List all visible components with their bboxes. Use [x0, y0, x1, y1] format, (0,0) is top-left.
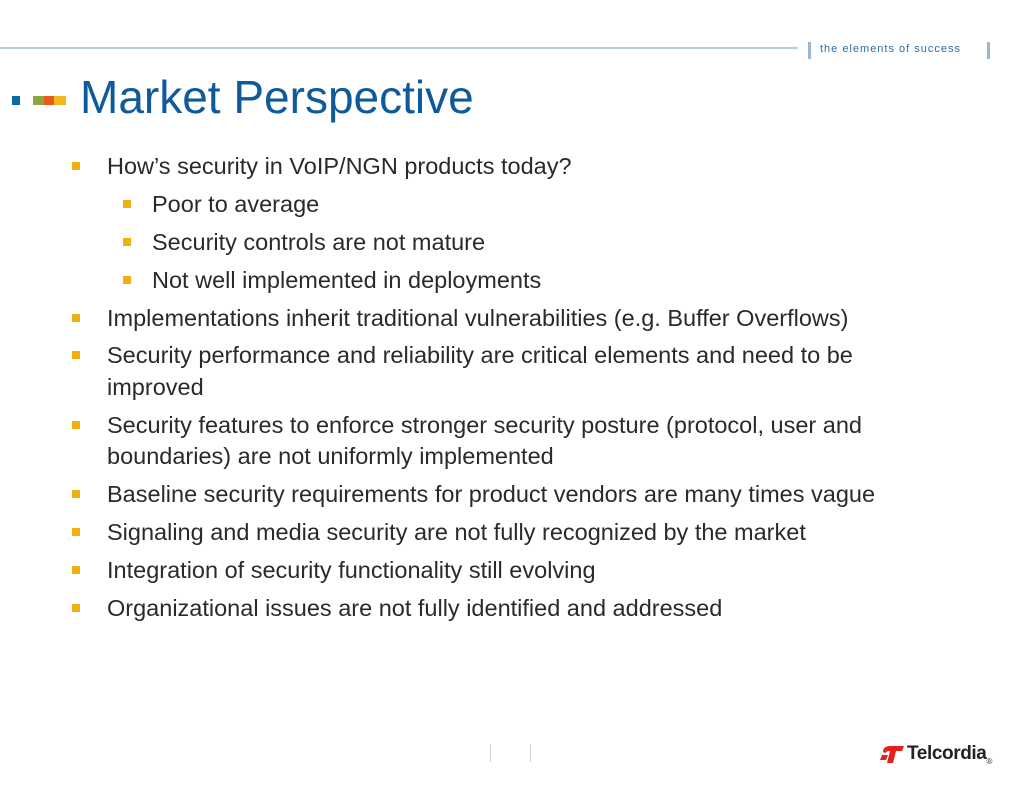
sub-bullet-text: Poor to average — [152, 190, 320, 217]
bullet-text: How’s security in VoIP/NGN products today? — [107, 153, 572, 179]
top-rule — [0, 47, 798, 49]
bullet-text: Security features to enforce stronger security posture (protocol, user and boundaries) are not uniformly implemented — [107, 411, 862, 470]
footer-divider — [490, 744, 491, 762]
footer-divider — [530, 744, 531, 762]
tagline-left-bar — [808, 42, 811, 59]
bullet-text: Organizational issues are not fully identified and addressed — [107, 594, 723, 621]
bullet-item — [68, 593, 918, 625]
bullet-square-icon — [72, 604, 80, 612]
bullet-square-icon — [72, 162, 80, 170]
bullet-text: Signaling and media security are not fully recognized by the market — [107, 519, 806, 546]
sub-bullet-text: Not well implemented in deployments — [152, 266, 542, 293]
bullet-text: Integration of security functionality still evolving — [107, 557, 596, 584]
logo-wordmark: Telcordia — [907, 743, 987, 764]
bullet-text: Implementations inherit traditional vulnerabilities (e.g. Buffer Overflows) — [107, 304, 849, 331]
telcordia-logo-icon — [880, 743, 906, 767]
bullet-item — [68, 479, 918, 511]
bullet-item — [68, 340, 918, 403]
yellow-square-icon — [54, 96, 66, 105]
tagline-right-bar — [987, 42, 990, 59]
bullet-square-icon — [72, 351, 80, 359]
bullet-square-icon — [123, 200, 131, 208]
bullet-text: Baseline security requirements for product vendors are many times vague — [107, 481, 876, 508]
sub-bullet-item — [68, 227, 928, 259]
bullet-square-icon — [72, 421, 80, 429]
tagline: the elements of success — [820, 43, 962, 55]
bullet-item — [68, 555, 918, 587]
bullet-item — [68, 303, 918, 335]
blue-square-icon — [12, 96, 20, 105]
bullet-square-icon — [72, 490, 80, 498]
sub-bullet-text: Security controls are not mature — [152, 228, 486, 255]
slide-title: Market Perspective — [80, 71, 474, 123]
bullet-item — [68, 517, 918, 549]
bullet-item — [68, 151, 918, 183]
bullet-square-icon — [72, 528, 80, 536]
registered-mark: ® — [986, 756, 992, 766]
sub-bullet-item — [68, 265, 928, 297]
bullet-item — [68, 410, 918, 473]
bullet-list — [68, 151, 928, 631]
bullet-square-icon — [123, 276, 131, 284]
bullet-square-icon — [72, 314, 80, 322]
bullet-square-icon — [123, 238, 131, 246]
sub-bullet-item — [68, 189, 928, 221]
bullet-square-icon — [72, 566, 80, 574]
telcordia-logo — [880, 742, 998, 768]
bullet-text: Security performance and reliability are critical elements and need to be improved — [107, 342, 853, 400]
logo-text — [907, 743, 992, 766]
